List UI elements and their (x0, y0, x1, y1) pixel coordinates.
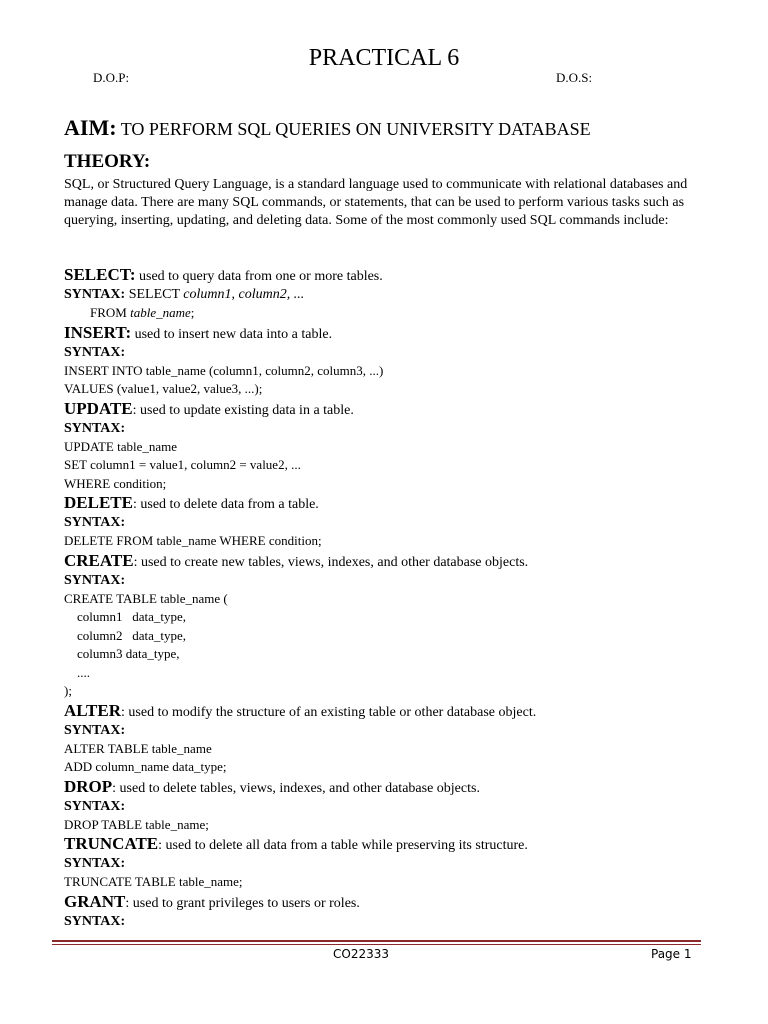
code-fragment: ; (190, 305, 195, 320)
code-line: TRUNCATE TABLE table_name; (64, 874, 243, 889)
command-description: used to insert new data into a table. (131, 326, 333, 342)
command-name: ALTER (64, 700, 122, 720)
code-line: UPDATE table_name (64, 438, 178, 454)
theory-paragraph (64, 176, 704, 230)
code-line: SET column1 = value1, column2 = value2, ... (64, 457, 301, 472)
command-name: GRANT (64, 891, 126, 911)
command-update (64, 399, 714, 420)
code-line: column1 data_type, (64, 609, 187, 624)
command-name: CREATE (64, 550, 134, 570)
code-line: INSERT INTO table_name (column1, column2, column3, ...) (64, 362, 384, 378)
syntax-label: SYNTAX: (64, 344, 126, 360)
code-line (64, 304, 714, 323)
code-fragment-italic: table_name (130, 305, 191, 320)
code-line: column3 data_type, (64, 646, 180, 661)
code-fragment: SELECT (125, 287, 184, 302)
command-name: TRUNCATE (64, 834, 159, 853)
sql-commands-list (64, 265, 714, 931)
code-line: ALTER TABLE table_name (64, 740, 212, 756)
command-insert (64, 323, 714, 344)
aim-text: TO PERFORM SQL QUERIES ON UNIVERSITY DATABASE (116, 119, 591, 139)
command-name: UPDATE (64, 398, 133, 418)
command-name: DROP (64, 776, 113, 796)
command-description: : used to delete tables, views, indexes, and other database objects. (112, 780, 480, 796)
command-truncate (64, 834, 714, 855)
code-line: VALUES (value1, value2, value3, ...); (64, 381, 263, 396)
syntax-label: SYNTAX: (64, 572, 126, 588)
code-fragment-italic: column2, ... (238, 287, 305, 302)
footer-divider-thin (52, 944, 701, 945)
code-line: DELETE FROM table_name WHERE condition; (64, 533, 322, 548)
date-of-submission-label: D.O.S: (556, 70, 593, 85)
syntax-label (64, 286, 714, 304)
command-description: : used to delete data from a table. (132, 497, 319, 512)
page-title: PRACTICAL 6 (308, 45, 460, 71)
code-fragment: FROM (64, 305, 131, 320)
syntax-label: SYNTAX: (64, 856, 126, 871)
command-name: SELECT: (64, 265, 136, 284)
code-line: ); (64, 683, 72, 698)
code-line: .... (64, 664, 90, 680)
command-description: used to query data from one or more tables. (135, 269, 383, 284)
syntax-label-text: SYNTAX: (64, 287, 126, 302)
footer-divider-thick (52, 940, 701, 942)
code-fragment: , (231, 287, 239, 302)
code-line: CREATE TABLE table_name ( (64, 590, 228, 606)
command-select (64, 265, 714, 286)
command-drop (64, 777, 714, 798)
command-description: : used to create new tables, views, indexes, and other database objects. (133, 554, 529, 570)
syntax-label: SYNTAX: (64, 798, 126, 814)
command-delete (64, 493, 714, 514)
code-line: column2 data_type, (64, 627, 187, 643)
footer-roll-number: CO22333 (333, 947, 389, 961)
command-description: : used to grant privileges to users or roles. (125, 895, 360, 911)
code-line: ADD column_name data_type; (64, 759, 227, 774)
command-create (64, 551, 714, 572)
date-of-practical-label: D.O.P: (93, 70, 130, 85)
command-grant (64, 892, 714, 913)
syntax-label: SYNTAX: (64, 722, 126, 738)
command-description: : used to delete all data from a table while preserving its structure. (158, 838, 528, 853)
syntax-label: SYNTAX: (64, 515, 126, 530)
code-fragment-italic: column1 (183, 287, 232, 302)
command-name: DELETE (64, 493, 133, 512)
code-line: DROP TABLE table_name; (64, 816, 209, 832)
command-name: INSERT: (64, 322, 132, 342)
theory-heading: THEORY: (64, 151, 151, 172)
command-description: : used to update existing data in a table. (132, 402, 354, 418)
syntax-label: SYNTAX: (64, 913, 126, 929)
code-line: WHERE condition; (64, 475, 167, 491)
command-description: : used to modify the structure of an existing table or other database object. (121, 704, 537, 720)
aim-section (64, 115, 591, 141)
command-alter (64, 701, 714, 722)
syntax-label: SYNTAX: (64, 420, 126, 436)
theory-text: SQL, or Structured Query Language, is a standard language used to communicate with relational databases and manage data. There are many SQL commands, or statements, that can be used to perform various tasks such as querying, inserting, updating, and deleting data. Some of the most commonly used SQL commands include: (64, 177, 688, 228)
syntax-code (125, 287, 304, 302)
footer-page-number: Page 1 (651, 947, 692, 961)
aim-label: AIM: (64, 115, 117, 140)
